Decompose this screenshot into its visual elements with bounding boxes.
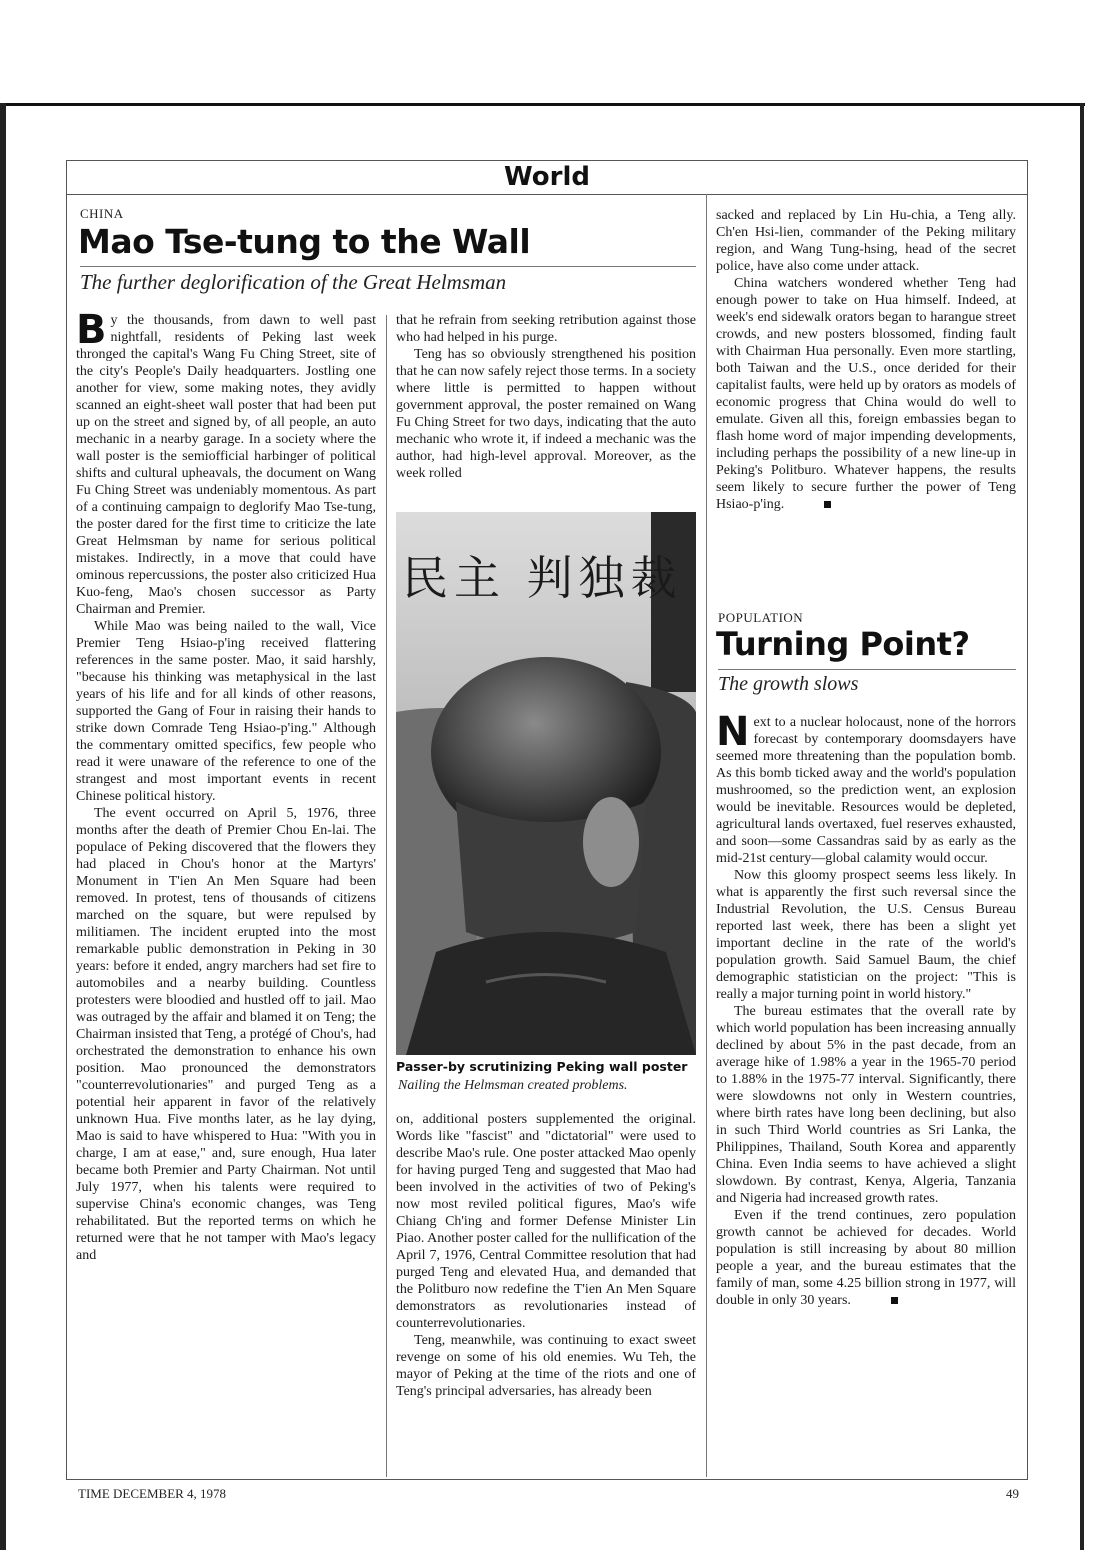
paragraph: Next to a nuclear holocaust, none of the horrors forecast by contemporary doomsdayers have seemed more threatening than the population bomb. As this bomb ticked away and the world's population mushroomed, so the prediction went, an explosion would be inevitable. Resources would be depleted, agricultural lands overtaxed, fuel reserves exhausted, and soon—some Cassandras said by as early as the mid-21st century—global calamity would occur. <box>716 714 1016 866</box>
section-heading: World <box>66 160 1028 195</box>
article2-headline: Turning Point? <box>716 625 970 663</box>
page-left-edge <box>0 103 6 1550</box>
headline-rule <box>718 669 1016 670</box>
headline-rule <box>80 266 696 267</box>
paragraph: sacked and replaced by Lin Hu-chia, a Teng ally. Ch'en Hsi-lien, commander of the Peking military region, and Wang Tung-hsing, head of the secret police, have also come under attack. <box>716 208 1016 274</box>
end-mark <box>891 1297 898 1304</box>
article1-column-2-bottom <box>396 1111 696 1478</box>
article1-headline: Mao Tse-tung to the Wall <box>78 222 531 261</box>
article2-kicker: POPULATION <box>718 610 804 625</box>
paragraph: that he refrain from seeking retribution against those who had helped in his purge. <box>396 313 696 345</box>
article1-dek: The further deglorification of the Great Helmsman <box>80 270 507 294</box>
poster-characters: 民主 判独裁 <box>402 551 683 605</box>
paragraph: The bureau estimates that the overall rate by which world population has been increasing annually declined by about 5% in the past decade, from an average hike of 1.98% a year in the 1965-70 period to 1.88% in the 1975-77 interval. Significantly, there were slowdowns not only in Western countries, where birth rates have long been declining, but also in such Third World countries as Sri Lanka, the Philippines, Thailand, South Korea and apparently China. Even India seems to have achieved a slight slowdown. By contrast, Kenya, Algeria, Tanzania and Nigeria had increased growth rates. <box>716 1004 1016 1206</box>
paragraph: The event occurred on April 5, 1976, three months after the death of Premier Chou En-lai. The populace of Peking discovered that the flowers they had placed in Chou's honor at the Martyrs' Monument in T'ien An Men Square had been removed. In protest, tens of thousands of citizens marched on the square, but were repulsed by militiamen. The incident erupted into the most remarkable public demonstration in Peking in 30 years: before it ended, angry marchers had set fire to automobiles and a nearby building. Countless protesters were bloodied and hustled off to jail. Mao was outraged by the affair and blamed it on Teng; the Chairman insisted that Teng, a protégé of Chou's, had orchestrated the demonstration to enhance his own position. Mao pronounced the demonstrators "counterrevolutionaries" and purged Teng as a potential heir apparent in favor of the relatively unknown Hua. Five months later, as he lay dying, Mao is said to have whispered to Hua: "With you in charge, I am at ease," and, sure enough, Hua later became both Premier and Party Chairman. Not until July 1977, when his talents were required to supervise China's economic changes, was Teng rehabilitated. But the reported terms on which he returned were that he not tamper with Mao's legacy and <box>76 806 376 1263</box>
drop-cap: B <box>76 312 107 353</box>
drop-cap: N <box>716 714 750 755</box>
paragraph: Teng has so obviously strengthened his position that he can now safely reject those terms. In a society where little is permitted to happen without government approval, the poster remained on Wang Fu Ching Street for two days, indicating that the auto mechanic who wrote it, if indeed a mechanic was the author, had high-level approval. Moreover, as the week rolled <box>396 347 696 481</box>
page-top-rule <box>0 103 1085 106</box>
article1-column-3 <box>716 207 1016 597</box>
paragraph: By the thousands, from dawn to well past nightfall, residents of Peking last week thronged the capital's Wang Fu Ching Street, site of the city's People's Daily headquarters. Jostling one another for view, some making notes, they avidly scanned an eight-sheet wall poster that had been put up on the street and signed by, of all people, an auto mechanic in a nearby garage. In a society where the wall poster is the semiofficial harbinger of political shifts and cultural upheavals, the document on Wang Fu Ching Street was undeniably momentous. As part of a continuing campaign to deglorify Mao Tse-tung, the poster dared for the first time to criticize the late Great Helmsman by name for serious political mistakes. Indirectly, in a move that could have ominous repercussions, the poster also criticized Hua Kuo-feng, Mao's chosen successor as Party Chairman and Premier. <box>76 312 376 617</box>
article2-dek: The growth slows <box>718 673 859 695</box>
photo-caption: Nailing the Helmsman created problems. <box>398 1078 628 1093</box>
page-right-edge <box>1080 103 1084 1550</box>
wall-poster-photo <box>396 512 696 1055</box>
photo-caption-credit: Passer-by scrutinizing Peking wall poster <box>396 1059 688 1074</box>
paragraph: Now this gloomy prospect seems less likely. In what is apparently the first such reversal since the Industrial Revolution, the U.S. Census Bureau reported last week, there has been a slight yet important decline in the rate of the world's population growth. Said Samuel Baum, the chief demographic statistician on the project: "This is really a major turning point in world history." <box>716 868 1016 1002</box>
footer-issue: TIME DECEMBER 4, 1978 <box>78 1486 227 1501</box>
paragraph: Even if the trend continues, zero population growth cannot be achieved for decades. World population is still increasing by about 80 million people a year, and the bureau estimates that the family of man, some 4.25 billion strong in 1977, will double in only 30 years. <box>716 1208 1016 1308</box>
article2-column <box>716 714 1016 1478</box>
article1-column-2-top <box>396 312 696 504</box>
paragraph: on, additional posters supplemented the original. Words like "fascist" and "dictatorial" were used to describe Mao's rule. One poster attacked Mao openly for having purged Teng and suggested that Mao had been involved in the activities of two of Peking's now most reviled political figures, Mao's wife Chiang Ch'ing and former Defense Minister Lin Piao. Another poster called for the nullification of the April 7, 1976, Central Committee resolution that had purged Teng and elevated Hua, and demanded that the Politburo now redefine the T'ien An Men Square demonstrators as revolutionaries instead of counterrevolutionaries. <box>396 1112 696 1331</box>
end-mark <box>824 501 831 508</box>
paragraph: While Mao was being nailed to the wall, Vice Premier Teng Hsiao-p'ing received flattering references in the same poster. Mao, it said harshly, "because his thinking was metaphysical in the last years of his life and for all kinds of other reasons, supported the Gang of Four in raising their hands to strike down Comrade Teng Hsiao-p'ing." Although the commentary omitted specifics, few people who read it were unaware of the reference to one of the strangest and most important events in recent Chinese political history. <box>76 619 376 804</box>
column-divider <box>386 315 387 1477</box>
footer-page-number: 49 <box>1006 1486 1019 1501</box>
article1-column-1 <box>76 312 376 1478</box>
column-divider <box>706 194 707 1477</box>
article1-kicker: CHINA <box>80 206 124 221</box>
paragraph: China watchers wondered whether Teng had enough power to take on Hua himself. Indeed, at week's end sidewalk orators began to harangue street crowds, and new posters blossomed, finding fault with Chairman Hua personally. Even more startling, both Taiwan and the U.S., once derided for their capitalist faults, were held up by orators as models of economic progress that China would do well to emulate. Given all this, foreign embassies began to flash home word of major impending developments, including perhaps the possibility of a new line-up in Peking's Politburo. Whatever happens, the results seem likely to secure further the power of Teng Hsiao-p'ing. <box>716 276 1016 512</box>
paragraph: Teng, meanwhile, was continuing to exact sweet revenge on some of his old enemies. Wu Teh, the mayor of Peking at the time of the riots and one of Teng's principal adversaries, has already been <box>396 1333 696 1399</box>
